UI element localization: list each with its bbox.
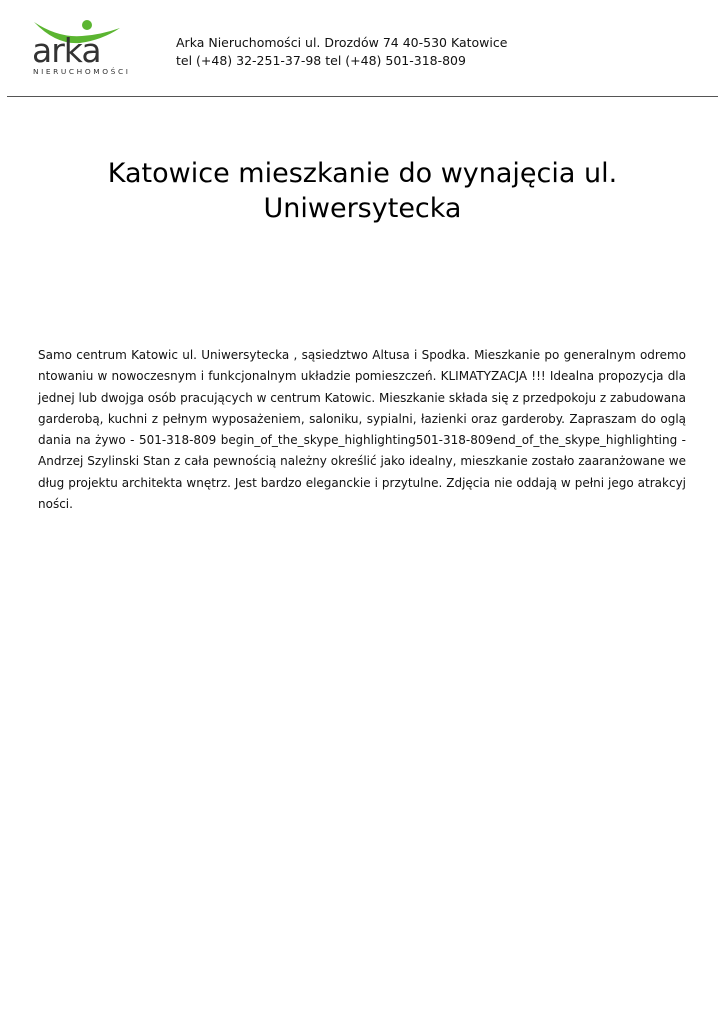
- logo-dot: [82, 20, 92, 30]
- listing-title: Katowice mieszkanie do wynajęcia ul. Uniwersytecka: [107, 158, 618, 224]
- logo-wordmark: arka: [32, 31, 101, 70]
- listing-description: Samo centrum Katowic ul. Uniwersytecka , sąsiedztwo Altusa i Spodka. Mieszkanie po generalnym odremontowaniu w nowoczesnym i funkcjonalnym układzie pomieszczeń. KLIMATYZACJA !!! Idealna propozycja dla jednej lub dwojga osób pracujących w centrum Katowic. Mieszkanie składa się z przedpokoju z zabudowana garderobą, kuchni z pełnym wyposażeniem, saloniku, sypialni, łazienki oraz garderoby. Zapraszam do oglądania na żywo - 501-318-809 begin_of_the_skype_highlighting501-318-809end_of_the_skype_highlighting - Andrzej Szylinski Stan z cała pewnością należny określić jako idealny, mieszkanie zostało zaaranżowane według projektu architekta wnętrz. Jest bardzo eleganckie i przytulne. Zdjęcia nie oddają w pełni jego atrakcyjności.: [38, 348, 687, 512]
- company-contact: [176, 34, 507, 70]
- page-header: [0, 0, 725, 97]
- company-address: Arka Nieruchomości ul. Drozdów 74 40-530 Katowice: [176, 35, 508, 50]
- arka-logo: [30, 16, 142, 78]
- header-divider: [7, 96, 718, 97]
- company-phones: tel (+48) 32-251-37-98 tel (+48) 501-318-809: [176, 53, 466, 68]
- arka-logo-graphic: [30, 16, 142, 78]
- logo-tagline: NIERUCHOMOŚCI: [33, 67, 131, 76]
